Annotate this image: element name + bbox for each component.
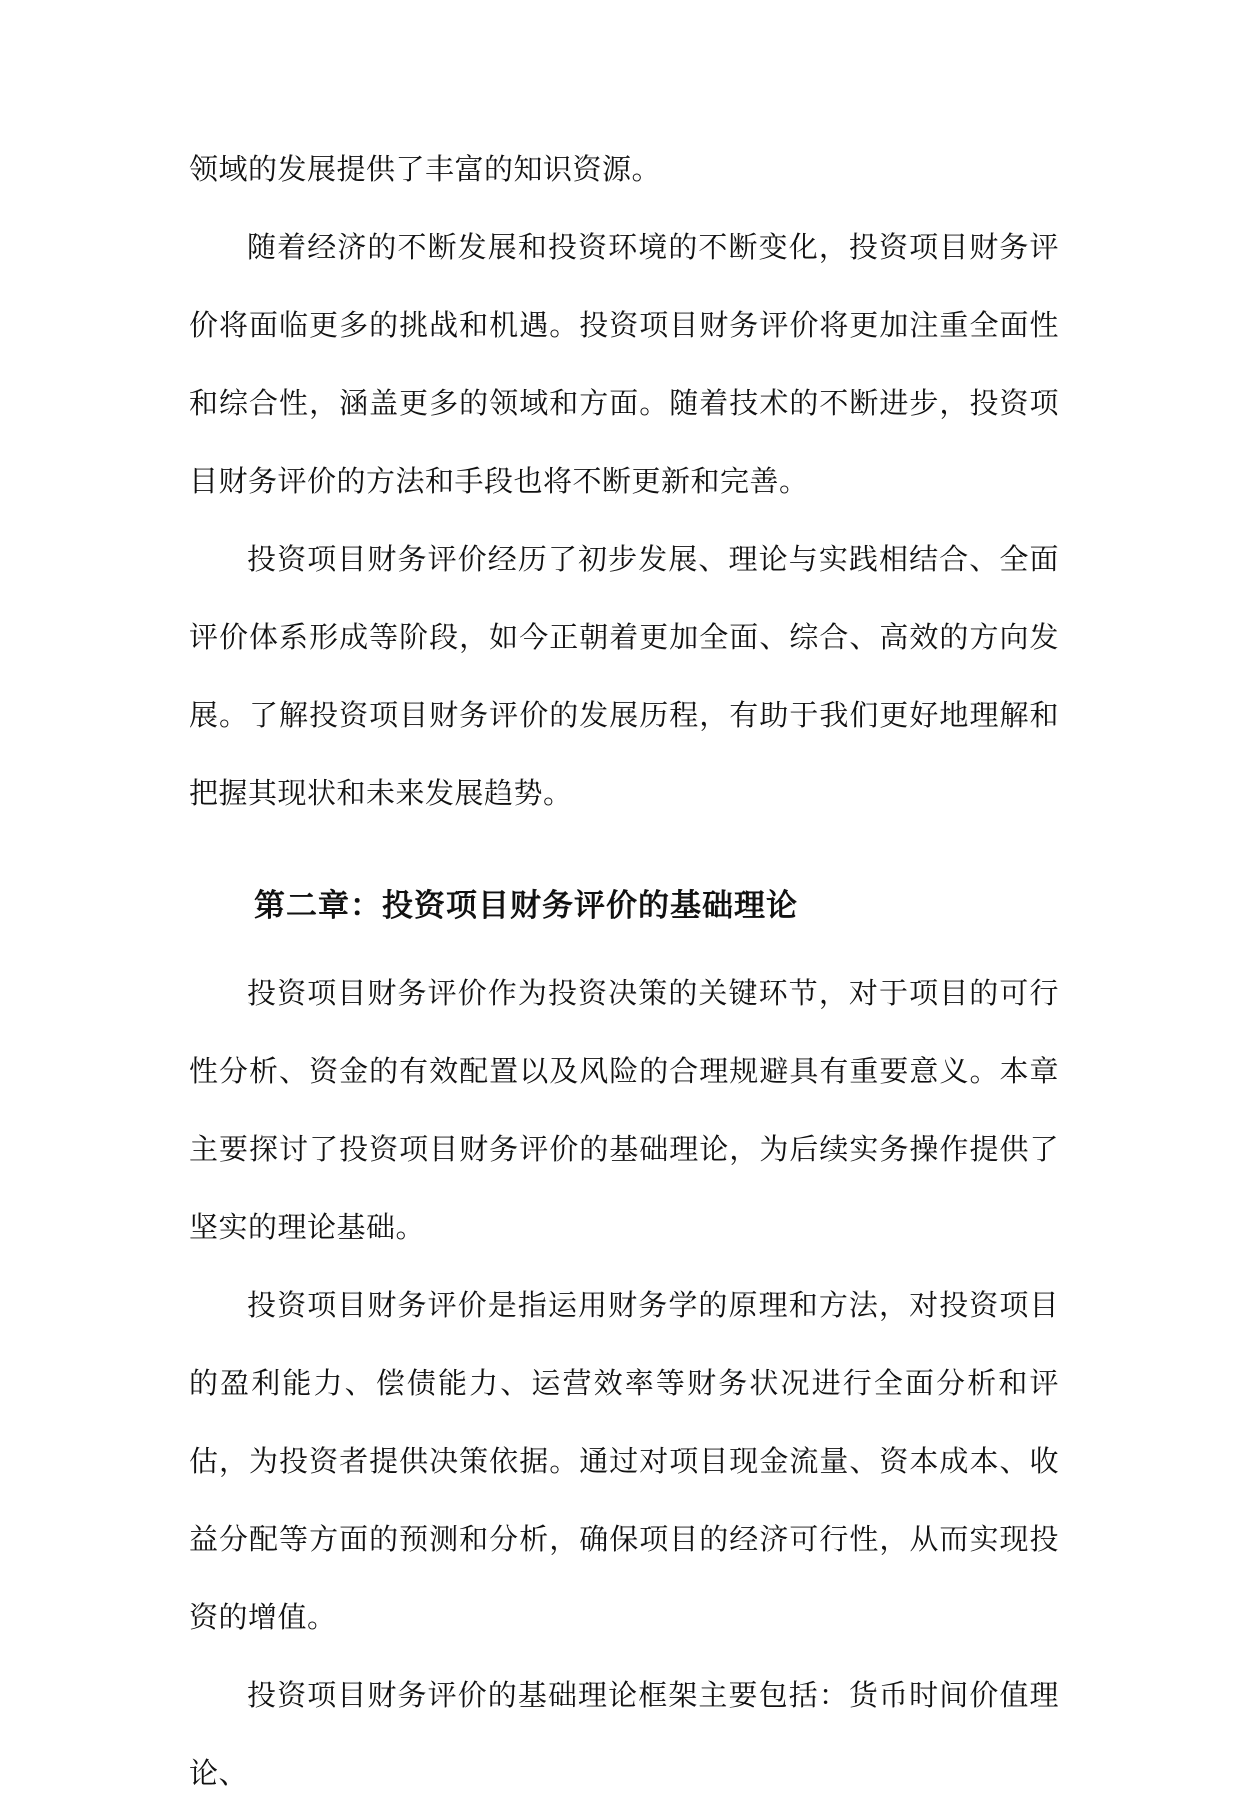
paragraph-future-challenges: 随着经济的不断发展和投资环境的不断变化，投资项目财务评价将面临更多的挑战和机遇。投资项目财务评价将更加注重全面性和综合性，涵盖更多的领域和方面。随着技术的不断进步，投资项目财务评价的方法和手段也将不断更新和完善。 (189, 230, 1059, 498)
paragraph-chapter-intro: 投资项目财务评价作为投资决策的关键环节，对于项目的可行性分析、资金的有效配置以及风险的合理规避具有重要意义。本章主要探讨了投资项目财务评价的基础理论，为后续实务操作提供了坚实的理论基础。 (189, 976, 1059, 1244)
paragraph-continuation: 领域的发展提供了丰富的知识资源。 (189, 152, 662, 186)
chapter-heading: 第二章：投资项目财务评价的基础理论 (254, 888, 798, 924)
paragraph-definition: 投资项目财务评价是指运用财务学的原理和方法，对投资项目的盈利能力、偿债能力、运营效率等财务状况进行全面分析和评估，为投资者提供决策依据。通过对项目现金流量、资本成本、收益分配等方面的预测和分析，确保项目的经济可行性，从而实现投资的增值。 (189, 1288, 1059, 1634)
paragraph-history-summary: 投资项目财务评价经历了初步发展、理论与实践相结合、全面评价体系形成等阶段，如今正朝着更加全面、综合、高效的方向发展。了解投资项目财务评价的发展历程，有助于我们更好地理解和把握其现状和未来发展趋势。 (189, 542, 1059, 810)
paragraph-framework: 投资项目财务评价的基础理论框架主要包括：货币时间价值理论、 (189, 1678, 1059, 1790)
document-page (189, 130, 1059, 1812)
